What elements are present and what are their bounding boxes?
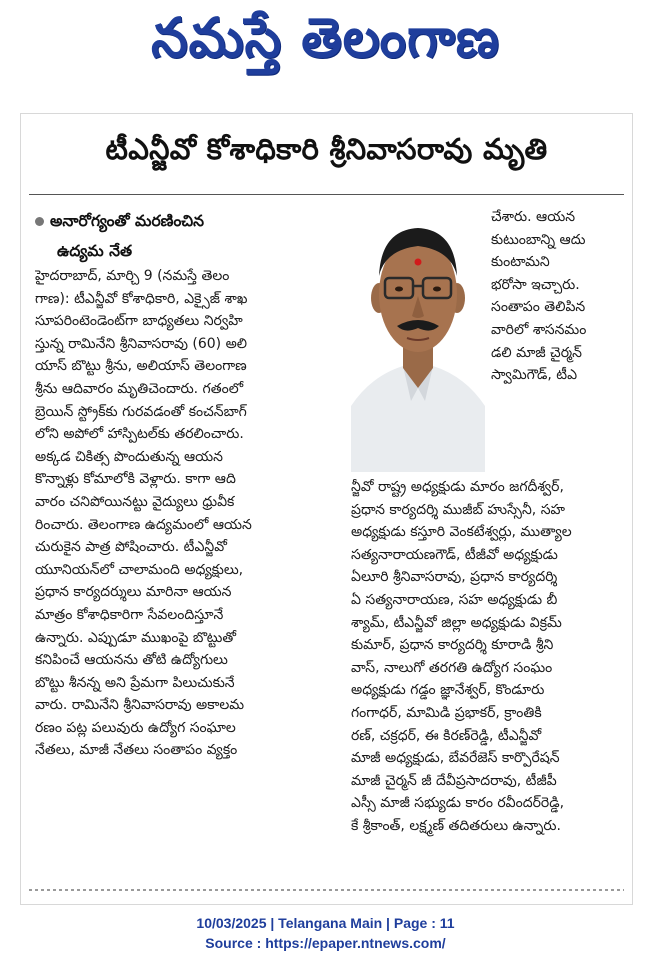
text-line: శ్యామ్, టీఎన్జీవో జిల్లా అధ్యక్షుడు విక్రమ్ [351, 614, 562, 631]
text-line: ఉన్నారు. ఎప్పుడూ ముఖంపై బొట్టుతో [35, 629, 237, 646]
text-line: సూపరింటెండెంట్‌గా బాధ్యతలు నిర్వహి [35, 313, 243, 330]
text-line: ఏలూరి శ్రీనివాసరావు, ప్రధాన కార్యదర్శి [351, 569, 558, 586]
text-line: ప్రధాన కార్యదర్శి ముజీబ్ హుస్సేనీ, సహ [351, 501, 565, 518]
text-line: మాజీ అధ్యక్షుడు, బేవరేజెస్ కార్పొరేషన్ [351, 750, 560, 767]
text-line: వాస్, నాలుగో తరగతి ఉద్యోగ సంఘం [351, 659, 553, 676]
footer-date-edition: 10/03/2025 | Telangana Main | Page : 11 [196, 915, 455, 931]
text-line: చేశారు. ఆయన [491, 209, 576, 225]
article-column-right-top [491, 206, 621, 387]
text-line: చురుకైన పాత్ర పోషించారు. టీఎన్జీవో [35, 539, 227, 556]
article-subhead [35, 206, 335, 266]
text-line: కే శ్రీకాంత్, లక్ష్మణ్ తదితరులు ఉన్నారు. [351, 817, 561, 834]
footer [0, 913, 651, 953]
subhead-line-2: ఉద్యమ నేత [57, 242, 133, 260]
text-line: కొన్నాళ్లు కోమాలోకి వెళ్లారు. కాగా ఆది [35, 471, 236, 488]
text-line: హైదరాబాద్, మార్చి 9 (నమస్తే తెలం [35, 268, 230, 284]
news-clipping [20, 113, 633, 905]
clipping-bottom-divider [29, 889, 624, 891]
portrait-photo [351, 206, 485, 472]
text-line: రణ్, చక్రధర్, ఈ కిరణ్‌రెడ్డి, టీఎన్జీవో [351, 727, 542, 744]
masthead [0, 0, 651, 90]
text-line: యూనియన్‌లో చాలామంది అధ్యక్షులు, [35, 561, 244, 578]
footer-source: Source : https://epaper.ntnews.com/ [205, 935, 446, 951]
text-line: కుమార్, ప్రధాన కార్యదర్శి కూరాడి శ్రీని [351, 637, 554, 654]
article-column-left [35, 265, 335, 762]
text-line: అక్కడ చికిత్స పొందుతున్న ఆయన [35, 448, 223, 465]
portrait-illustration [351, 206, 485, 472]
text-line: శ్రీను ఆదివారం మృతిచెందారు. గతంలో [35, 380, 244, 397]
text-line: యాస్ బొట్టు శ్రీను, అలియాస్ తెలంగాణ [35, 358, 247, 375]
headline-divider [29, 194, 624, 195]
article-column-right-bottom [351, 476, 623, 838]
text-line: భరోసా ఇచ్చారు. [491, 276, 580, 293]
text-line: గాణ): టీఎన్జీవో కోశాధికారి, ఎక్సైజ్ శాఖ [35, 290, 248, 307]
text-line: నేతలు, మాజీ నేతలు సంతాపం వ్యక్తం [35, 742, 238, 759]
text-line: కుటుంబాన్ని ఆదు [491, 231, 586, 248]
text-line: వారం చనిపోయినట్టు వైద్యులు ధ్రువీక [35, 493, 235, 510]
text-line: కుంటామని [491, 254, 550, 271]
text-line: రణం పట్ల పలువురు ఉద్యోగ సంఘాల [35, 719, 236, 736]
text-line: గంగాధర్, మామిడి ప్రభాకర్, క్రాంతికి [351, 704, 542, 721]
text-line: న్జీవో రాష్ట్ర అధ్యక్షుడు మారం జగదీశ్వర్, [351, 479, 564, 495]
text-line: ఏ సత్యనారాయణ, సహ అధ్యక్షుడు బీ [351, 591, 558, 608]
text-line: కనిపించే ఆయనను తోటి ఉద్యోగులు [35, 652, 228, 669]
text-line: ప్రధాన కార్యదర్శులు మారినా ఆయన [35, 584, 232, 601]
text-line: స్వామిగౌడ్, టీఎ [491, 367, 578, 384]
text-line: సత్యనారాయణగౌడ్, టీజీవో అధ్యక్షుడు [351, 546, 558, 563]
text-line: రించారు. తెలంగాణ ఉద్యమంలో ఆయన [35, 516, 252, 533]
text-line: బ్రెయిన్ స్ట్రోక్‌కు గురవడంతో కంచన్‌బాగ్ [35, 403, 247, 420]
text-line: లోని అపోలో హాస్పిటల్‌కు తరలించారు. [35, 426, 244, 443]
text-line: డలి మాజీ చైర్మన్ [491, 344, 582, 361]
article-headline: టీఎన్జీవో కోశాధికారి శ్రీనివాసరావు మృతి [105, 132, 548, 166]
text-line: మాజీ చైర్మన్ జీ దేవీప్రసాదరావు, టీజీపీ [351, 772, 557, 789]
text-line: అధ్యక్షుడు కస్తూరి వెంకటేశ్వర్లు, ముత్యాల [351, 524, 572, 541]
text-line: ఎస్సీ మాజీ సభ్యుడు కారం రవీందర్‌రెడ్డి, [351, 795, 565, 812]
text-line: సంతాపం తెలిపిన [491, 299, 586, 316]
text-line: వారిలో శాసనమం [491, 321, 587, 338]
text-line: అధ్యక్షుడు గడ్డం జ్ఞానేశ్వర్, కొండూరు [351, 682, 545, 699]
text-line: మాత్రం కోశాధికారిగా సేవలందిస్తూనే [35, 606, 224, 623]
masthead-logo: నమస్తే తెలంగాణ [151, 6, 500, 70]
text-line: బొట్టు శీనన్న అని ప్రేమగా పిలుచుకునే [35, 674, 235, 691]
subhead-line-1: అనారోగ్యంతో మరణించిన [50, 212, 205, 230]
text-line: స్తున్న రామినేని శ్రీనివాసరావు (60) అలి [35, 335, 248, 352]
text-line: వారు. రామినేని శ్రీనివాసరావు అకాలమ [35, 697, 245, 714]
bullet-icon [35, 217, 44, 226]
